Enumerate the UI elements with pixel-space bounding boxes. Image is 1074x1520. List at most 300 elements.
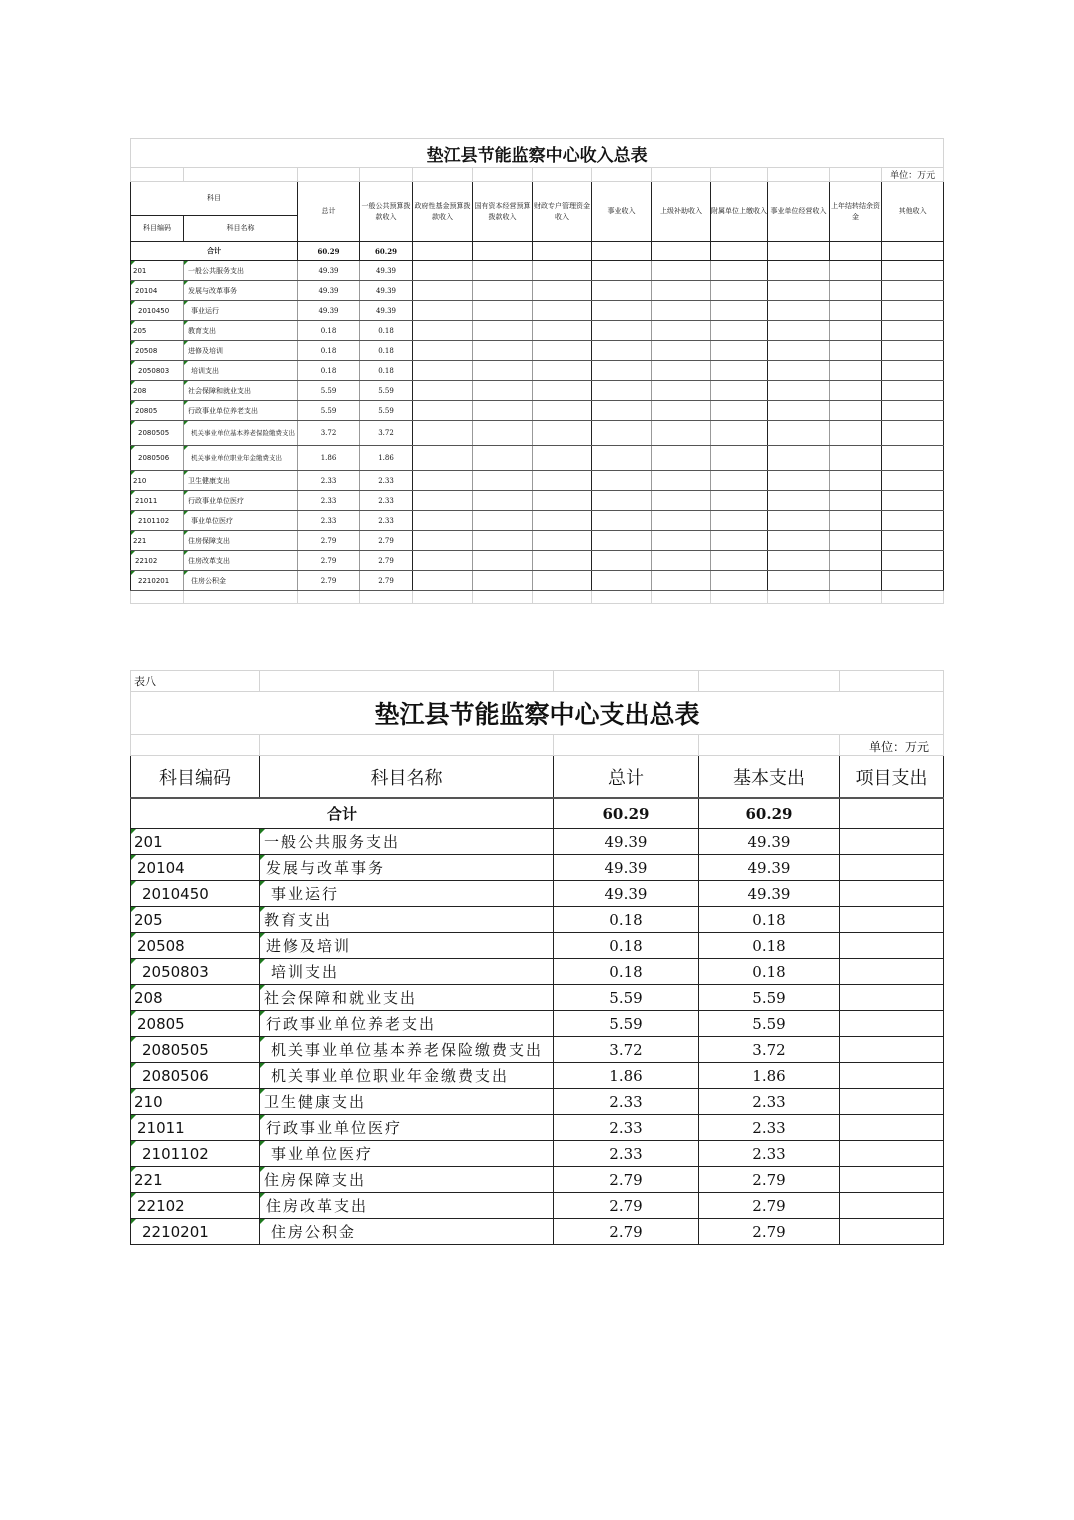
subject-code: 22102 [131, 1193, 260, 1219]
empty-cell [882, 551, 944, 571]
subject-name: 住房改革支出 [184, 551, 298, 571]
subject-name: 教育支出 [260, 907, 554, 933]
project-value [840, 1063, 944, 1089]
subject-code: 221 [131, 531, 184, 551]
subject-code: 2080506 [131, 1063, 260, 1089]
empty-cell [592, 491, 652, 511]
header-subject-code: 科目编码 [131, 756, 260, 799]
subject-name: 教育支出 [184, 321, 298, 341]
subject-code: 210 [131, 471, 184, 491]
table-row [131, 907, 944, 933]
empty-cell [413, 321, 473, 341]
empty-cell [768, 421, 830, 446]
empty-cell [652, 281, 711, 301]
empty-cell [652, 471, 711, 491]
total-value: 3.72 [554, 1037, 699, 1063]
empty-cell [711, 361, 768, 381]
subject-name: 行政事业单位养老支出 [184, 401, 298, 421]
empty-cell [592, 446, 652, 471]
empty-cell [830, 491, 882, 511]
empty-cell [592, 261, 652, 281]
project-value [840, 985, 944, 1011]
empty-cell [711, 261, 768, 281]
empty-cell [768, 491, 830, 511]
general-budget-value: 2.33 [360, 491, 413, 511]
empty-cell [768, 511, 830, 531]
empty-cell [830, 531, 882, 551]
empty-cell [830, 551, 882, 571]
empty-cell [533, 261, 592, 281]
project-value [840, 855, 944, 881]
empty-cell [592, 551, 652, 571]
empty-cell [592, 401, 652, 421]
total-value: 2.33 [298, 491, 360, 511]
income-table-title: 垫江县节能监察中心收入总表 [131, 139, 944, 168]
general-budget-value: 49.39 [360, 261, 413, 281]
project-value [840, 933, 944, 959]
empty-cell [711, 341, 768, 361]
basic-value: 2.33 [699, 1115, 840, 1141]
empty-cell [711, 401, 768, 421]
total-value: 2.79 [554, 1167, 699, 1193]
total-value: 2.79 [298, 571, 360, 591]
empty-cell [592, 421, 652, 446]
table-row [131, 1011, 944, 1037]
general-budget-value: 2.33 [360, 511, 413, 531]
empty-cell [473, 531, 533, 551]
empty-cell [413, 511, 473, 531]
project-value [840, 959, 944, 985]
subject-name: 社会保障和就业支出 [184, 381, 298, 401]
subject-code: 221 [131, 1167, 260, 1193]
empty-cell [473, 281, 533, 301]
empty-cell [882, 531, 944, 551]
empty-cell [652, 491, 711, 511]
empty-cell [830, 421, 882, 446]
table-row [131, 446, 944, 471]
header-basic-expenditure: 基本支出 [699, 756, 840, 799]
table-row [131, 301, 944, 321]
empty-cell [652, 361, 711, 381]
empty-cell [882, 491, 944, 511]
empty-cell [830, 446, 882, 471]
basic-value: 3.72 [699, 1037, 840, 1063]
project-value [840, 881, 944, 907]
empty-cell [882, 381, 944, 401]
empty-cell [768, 471, 830, 491]
subject-code: 20104 [131, 281, 184, 301]
header-carryover: 上年结转结余资金 [830, 182, 882, 242]
header-superior-subsidy: 上级补助收入 [652, 182, 711, 242]
total-value: 2.33 [554, 1115, 699, 1141]
table-row [131, 985, 944, 1011]
total-value: 0.18 [298, 321, 360, 341]
empty-cell [413, 571, 473, 591]
empty-cell [882, 511, 944, 531]
general-budget-value: 60.29 [360, 242, 413, 261]
empty-cell [830, 511, 882, 531]
empty-cell [652, 341, 711, 361]
subject-code: 2210201 [131, 571, 184, 591]
total-value: 2.79 [298, 551, 360, 571]
basic-value: 5.59 [699, 1011, 840, 1037]
empty-cell [413, 491, 473, 511]
empty-cell [473, 571, 533, 591]
total-value: 0.18 [298, 361, 360, 381]
project-value [840, 829, 944, 855]
empty-cell [882, 321, 944, 341]
empty-cell [768, 531, 830, 551]
basic-value: 60.29 [699, 798, 840, 829]
general-budget-value: 2.79 [360, 531, 413, 551]
empty-cell [882, 571, 944, 591]
total-value: 2.33 [298, 471, 360, 491]
total-value: 5.59 [298, 381, 360, 401]
empty-cell [533, 446, 592, 471]
project-value [840, 1011, 944, 1037]
header-affiliated-remit: 附属单位上缴收入 [711, 182, 768, 242]
general-budget-value: 49.39 [360, 301, 413, 321]
empty-cell [768, 551, 830, 571]
empty-cell [830, 401, 882, 421]
table-row [131, 1089, 944, 1115]
basic-value: 2.33 [699, 1089, 840, 1115]
project-value [840, 1089, 944, 1115]
header-project-expenditure: 项目支出 [840, 756, 944, 799]
total-value: 49.39 [554, 829, 699, 855]
empty-cell [413, 261, 473, 281]
income-summary-table [130, 138, 944, 604]
empty-cell [711, 551, 768, 571]
subject-code: 20805 [131, 401, 184, 421]
total-value: 5.59 [554, 1011, 699, 1037]
subject-code: 2080505 [131, 421, 184, 446]
table-row [131, 491, 944, 511]
header-subject-name: 科目名称 [260, 756, 554, 799]
empty-cell [830, 361, 882, 381]
empty-cell [652, 551, 711, 571]
total-value: 2.79 [554, 1219, 699, 1245]
general-budget-value: 0.18 [360, 361, 413, 381]
empty-cell [768, 401, 830, 421]
empty-cell [768, 361, 830, 381]
empty-cell [533, 471, 592, 491]
subject-name: 住房公积金 [184, 571, 298, 591]
general-budget-value: 2.33 [360, 471, 413, 491]
header-total: 总计 [298, 182, 360, 242]
subject-code: 205 [131, 321, 184, 341]
empty-cell [413, 401, 473, 421]
project-value [840, 1193, 944, 1219]
subject-name: 事业运行 [184, 301, 298, 321]
subject-code: 201 [131, 829, 260, 855]
expenditure-unit-label: 单位：万元 [840, 735, 944, 756]
subject-name: 发展与改革事务 [184, 281, 298, 301]
empty-cell [830, 381, 882, 401]
header-general-budget: 一般公共预算拨款收入 [360, 182, 413, 242]
header-business-income: 事业收入 [592, 182, 652, 242]
total-value: 3.72 [298, 421, 360, 446]
total-value: 60.29 [298, 242, 360, 261]
subject-name: 事业单位医疗 [260, 1141, 554, 1167]
empty-cell [413, 341, 473, 361]
general-budget-value: 2.79 [360, 551, 413, 571]
table-row [131, 341, 944, 361]
subject-code: 20104 [131, 855, 260, 881]
header-subject-code: 科目编码 [131, 216, 184, 242]
total-value: 49.39 [298, 281, 360, 301]
empty-cell [473, 321, 533, 341]
total-value: 49.39 [554, 855, 699, 881]
general-budget-value: 1.86 [360, 446, 413, 471]
table-row [131, 829, 944, 855]
table-row [131, 1063, 944, 1089]
general-budget-value: 0.18 [360, 321, 413, 341]
empty-cell [830, 471, 882, 491]
total-value: 49.39 [554, 881, 699, 907]
table-row [131, 855, 944, 881]
empty-cell [413, 421, 473, 446]
empty-cell [882, 471, 944, 491]
subject-code: 21011 [131, 1115, 260, 1141]
empty-cell [533, 571, 592, 591]
empty-cell [711, 421, 768, 446]
empty-cell [711, 321, 768, 341]
table-row [131, 381, 944, 401]
general-budget-value: 5.59 [360, 381, 413, 401]
empty-cell [768, 381, 830, 401]
subject-name: 卫生健康支出 [184, 471, 298, 491]
empty-cell [652, 381, 711, 401]
general-budget-value: 3.72 [360, 421, 413, 446]
table-row [131, 421, 944, 446]
empty-cell [882, 421, 944, 446]
empty-cell [473, 471, 533, 491]
total-value: 1.86 [554, 1063, 699, 1089]
empty-cell [882, 341, 944, 361]
basic-value: 2.79 [699, 1167, 840, 1193]
subject-name: 事业单位医疗 [184, 511, 298, 531]
table-row [131, 933, 944, 959]
basic-value: 0.18 [699, 933, 840, 959]
empty-cell [768, 301, 830, 321]
empty-cell [533, 361, 592, 381]
empty-cell [592, 361, 652, 381]
general-budget-value: 49.39 [360, 281, 413, 301]
empty-cell [768, 341, 830, 361]
total-value: 0.18 [554, 933, 699, 959]
empty-cell [882, 446, 944, 471]
subject-name: 机关事业单位基本养老保险缴费支出 [260, 1037, 554, 1063]
table-row [131, 1141, 944, 1167]
subject-code: 208 [131, 985, 260, 1011]
subject-code: 2101102 [131, 1141, 260, 1167]
subject-name: 事业运行 [260, 881, 554, 907]
subject-code: 2050803 [131, 361, 184, 381]
empty-cell [652, 446, 711, 471]
empty-cell [830, 341, 882, 361]
empty-cell [533, 381, 592, 401]
empty-cell [768, 261, 830, 281]
empty-cell [592, 381, 652, 401]
empty-cell [592, 321, 652, 341]
empty-cell [830, 301, 882, 321]
empty-cell [652, 421, 711, 446]
header-state-capital: 国有资本经营预算拨款收入 [473, 182, 533, 242]
project-value [840, 907, 944, 933]
general-budget-value: 0.18 [360, 341, 413, 361]
empty-cell [711, 281, 768, 301]
empty-cell [473, 551, 533, 571]
basic-value: 0.18 [699, 959, 840, 985]
total-value: 2.79 [298, 531, 360, 551]
table-row [131, 1193, 944, 1219]
subject-code: 201 [131, 261, 184, 281]
empty-cell [533, 511, 592, 531]
empty-cell [473, 361, 533, 381]
empty-cell [652, 401, 711, 421]
empty-cell [830, 281, 882, 301]
empty-cell [413, 301, 473, 321]
empty-cell [592, 341, 652, 361]
subject-name: 社会保障和就业支出 [260, 985, 554, 1011]
empty-cell [711, 301, 768, 321]
empty-cell [592, 281, 652, 301]
subject-code: 2210201 [131, 1219, 260, 1245]
empty-cell [413, 446, 473, 471]
empty-cell [592, 531, 652, 551]
table-row [131, 401, 944, 421]
empty-cell [413, 551, 473, 571]
empty-cell [882, 401, 944, 421]
empty-cell [473, 401, 533, 421]
total-value: 2.79 [554, 1193, 699, 1219]
empty-cell [652, 321, 711, 341]
total-value: 0.18 [554, 959, 699, 985]
empty-cell [592, 571, 652, 591]
empty-cell [711, 531, 768, 551]
subject-name: 卫生健康支出 [260, 1089, 554, 1115]
empty-cell [711, 446, 768, 471]
project-value [840, 1115, 944, 1141]
empty-cell [882, 361, 944, 381]
subject-code: 22102 [131, 551, 184, 571]
table-row [131, 1167, 944, 1193]
header-gov-fund: 政府性基金预算拨款收入 [413, 182, 473, 242]
empty-cell [533, 281, 592, 301]
empty-cell [473, 261, 533, 281]
empty-cell [413, 381, 473, 401]
table-number-label: 表八 [131, 671, 260, 692]
total-value: 60.29 [554, 798, 699, 829]
table-row [131, 261, 944, 281]
subject-name: 发展与改革事务 [260, 855, 554, 881]
empty-cell [473, 491, 533, 511]
total-value: 2.33 [554, 1141, 699, 1167]
total-value: 0.18 [298, 341, 360, 361]
empty-cell [768, 571, 830, 591]
empty-cell [711, 491, 768, 511]
subject-code: 2080505 [131, 1037, 260, 1063]
header-fiscal-account: 财政专户管理资金收入 [533, 182, 592, 242]
empty-cell [473, 446, 533, 471]
empty-cell [768, 446, 830, 471]
empty-cell [533, 341, 592, 361]
subject-name: 住房公积金 [260, 1219, 554, 1245]
project-value [840, 1167, 944, 1193]
header-subject-name: 科目名称 [184, 216, 298, 242]
subject-code: 210 [131, 1089, 260, 1115]
empty-cell [711, 511, 768, 531]
empty-cell [533, 551, 592, 571]
total-label: 合计 [131, 242, 298, 261]
empty-cell [768, 321, 830, 341]
empty-cell [533, 421, 592, 446]
empty-cell [533, 301, 592, 321]
basic-value: 2.33 [699, 1141, 840, 1167]
empty-cell [473, 381, 533, 401]
subject-name: 住房保障支出 [184, 531, 298, 551]
expenditure-total-row [131, 798, 944, 829]
empty-cell [533, 531, 592, 551]
basic-value: 49.39 [699, 881, 840, 907]
empty-cell [533, 491, 592, 511]
subject-name: 培训支出 [184, 361, 298, 381]
empty-cell [592, 511, 652, 531]
subject-name: 机关事业单位职业年金缴费支出 [184, 446, 298, 471]
table-row [131, 1115, 944, 1141]
table-row [131, 551, 944, 571]
header-other-income: 其他收入 [882, 182, 944, 242]
project-value [840, 1141, 944, 1167]
empty-cell [711, 381, 768, 401]
subject-code: 20508 [131, 341, 184, 361]
basic-value: 2.79 [699, 1193, 840, 1219]
subject-name: 行政事业单位医疗 [184, 491, 298, 511]
general-budget-value: 5.59 [360, 401, 413, 421]
subject-code: 21011 [131, 491, 184, 511]
subject-code: 2010450 [131, 881, 260, 907]
empty-cell [533, 401, 592, 421]
basic-value: 1.86 [699, 1063, 840, 1089]
subject-name: 一般公共服务支出 [260, 829, 554, 855]
table-row [131, 959, 944, 985]
empty-cell [882, 261, 944, 281]
subject-code: 205 [131, 907, 260, 933]
table-row [131, 1037, 944, 1063]
empty-cell [711, 571, 768, 591]
basic-value: 5.59 [699, 985, 840, 1011]
subject-code: 2010450 [131, 301, 184, 321]
subject-code: 2101102 [131, 511, 184, 531]
expenditure-summary-table [130, 670, 944, 1245]
total-value: 5.59 [554, 985, 699, 1011]
basic-value: 49.39 [699, 829, 840, 855]
subject-name: 进修及培训 [260, 933, 554, 959]
table-row [131, 321, 944, 341]
empty-cell [652, 531, 711, 551]
empty-cell [592, 301, 652, 321]
income-unit-label: 单位：万元 [882, 168, 944, 182]
basic-value: 0.18 [699, 907, 840, 933]
table-row [131, 281, 944, 301]
empty-cell [830, 261, 882, 281]
empty-cell [652, 571, 711, 591]
subject-code: 2080506 [131, 446, 184, 471]
table-row [131, 881, 944, 907]
basic-value: 49.39 [699, 855, 840, 881]
empty-cell [882, 301, 944, 321]
